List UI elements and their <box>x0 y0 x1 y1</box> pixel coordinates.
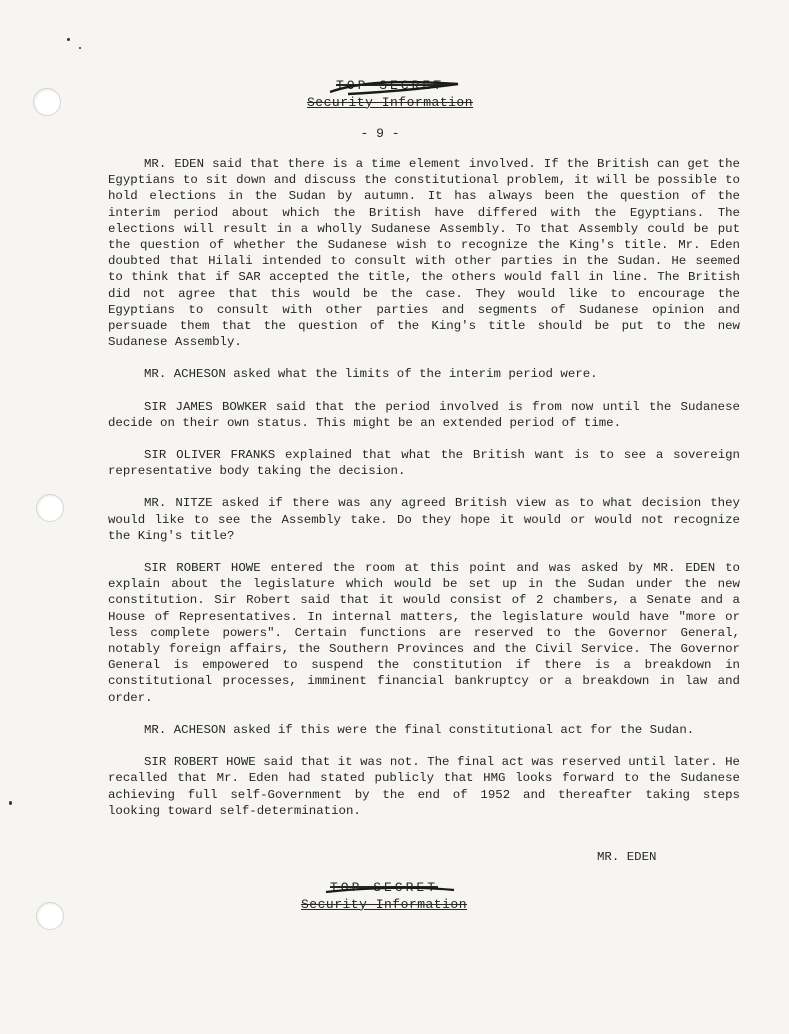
punch-hole-middle <box>36 494 64 522</box>
paragraph: MR. EDEN said that there is a time element involved. If the British can get the Egyptians to sit down and discuss the constitutional problem, it will be possible to hold elections in the Sudan by autumn. It has always been the question of the interim period about which the British have differed with the Egyptians. The elections will result in a wholly Sudanese Assembly. To that Assembly could be put the question of whether the Sudanese wish to recognize the King's title. Mr. Eden doubted that Hilali intended to consult with other parties in the Sudan. He seemed to think that if SAR accepted the title, the others would fall in line. The British did not agree that this would be the case. They would like to encourage the Egyptians to consult with other parties and segments of Sudanese opinion and persuade them that the question of the King's title should be put to the new Sudanese Assembly. <box>108 157 740 350</box>
paragraph: MR. NITZE asked if there was any agreed British view as to what decision they would like to see the Assembly take. Do they hope it would or would not recognize the King's title? <box>108 496 740 543</box>
paragraph: SIR ROBERT HOWE entered the room at this point and was asked by MR. EDEN to explain about the legislature which would be set up in the Sudan under the new constitution. Sir Robert said that it would consist of 2 chambers, a Senate and a House of Representatives. In internal matters, the legislature would have "more or less complete powers". Certain functions are reserved to the Governor General, notably foreign affairs, the Southern Provinces and the Civil Service. The Governor General is empowered to suspend the constitution if there is a breakdown in constitutional processes, imminent financial bankruptcy or a breakdown in law and order. <box>108 561 740 705</box>
scan-speck <box>79 47 81 49</box>
classification-stamp: TOP SECRET <box>336 78 444 93</box>
security-information-label: Security Information <box>306 95 474 110</box>
paragraph: SIR ROBERT HOWE said that it was not. The final act was reserved until later. He recalled that Mr. Eden had stated publicly that HMG looks forward to the Sudanese achieving full self-Government by the end of 1952 and thereafter taking steps looking toward self-determination. <box>108 755 740 818</box>
paragraph: SIR JAMES BOWKER said that the period involved is from now until the Sudanese decide on their own status. This might be an extended period of time. <box>108 399 740 430</box>
page-number: - 9 - <box>360 126 400 141</box>
paragraph: MR. ACHESON asked what the limits of the interim period were. <box>144 367 598 382</box>
scan-speck <box>67 38 70 41</box>
scan-speck <box>9 801 12 805</box>
punch-hole-top <box>33 88 61 116</box>
continuation-speaker: MR. EDEN <box>597 850 657 864</box>
classification-stamp: TOP SECRET <box>330 880 438 895</box>
punch-hole-bottom <box>36 902 64 930</box>
paragraph: SIR OLIVER FRANKS explained that what the British want is to see a sovereign representative body taking the decision. <box>108 448 740 479</box>
footer-classification <box>284 880 484 912</box>
header-classification <box>290 78 490 110</box>
memo-body <box>108 156 740 835</box>
paragraph: MR. ACHESON asked if this were the final constitutional act for the Sudan. <box>144 722 695 737</box>
security-information-label: Security Information <box>300 897 468 912</box>
